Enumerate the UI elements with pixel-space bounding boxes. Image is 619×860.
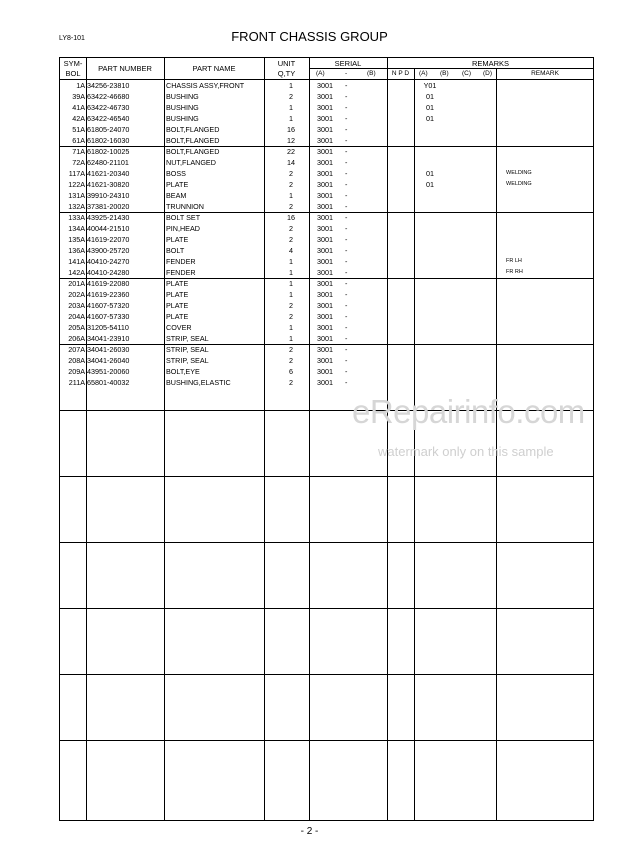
serial-start: 3001	[317, 334, 333, 343]
quantity: 2	[289, 92, 293, 101]
part-number: 40410-24280	[87, 268, 130, 277]
quantity: 2	[289, 312, 293, 321]
table-row	[60, 267, 595, 278]
table-row	[60, 124, 595, 135]
symbol: 41A	[72, 103, 85, 112]
part-number: 37381-20020	[87, 202, 130, 211]
quantity: 2	[289, 345, 293, 354]
serial-dash: -	[345, 158, 348, 167]
serial-start: 3001	[317, 169, 333, 178]
remarks-code: 01	[426, 180, 434, 189]
part-name: PIN,HEAD	[166, 224, 200, 233]
symbol: 208A	[68, 356, 85, 365]
part-number: 39910-24310	[87, 191, 130, 200]
part-number: 41619-22070	[87, 235, 130, 244]
header-part-name: PART NAME	[192, 64, 236, 73]
part-number: 63422-46730	[87, 103, 130, 112]
serial-dash: -	[345, 191, 348, 200]
quantity: 1	[289, 191, 293, 200]
quantity: 12	[287, 136, 295, 145]
serial-start: 3001	[317, 202, 333, 211]
serial-dash: -	[345, 169, 348, 178]
part-name: CHASSIS ASSY,FRONT	[166, 81, 245, 90]
quantity: 14	[287, 158, 295, 167]
header-line	[387, 68, 594, 69]
part-name: BUSHING	[166, 92, 199, 101]
quantity: 2	[289, 169, 293, 178]
serial-dash: -	[345, 378, 348, 387]
quantity: 2	[289, 235, 293, 244]
serial-start: 3001	[317, 125, 333, 134]
symbol: 136A	[68, 246, 85, 255]
quantity: 6	[289, 367, 293, 376]
header-symbol-2: BOL	[65, 69, 81, 78]
quantity: 1	[289, 81, 293, 90]
serial-dash: -	[345, 81, 348, 90]
serial-dash: -	[345, 235, 348, 244]
symbol: 71A	[72, 147, 85, 156]
table-row	[60, 300, 595, 311]
quantity: 1	[289, 114, 293, 123]
serial-dash: -	[345, 323, 348, 332]
part-number: 41621-20340	[87, 169, 130, 178]
page-number: - 2 -	[300, 826, 319, 837]
part-number: 34041-23910	[87, 334, 130, 343]
symbol: 201A	[68, 279, 85, 288]
serial-dash: -	[345, 301, 348, 310]
quantity: 22	[287, 147, 295, 156]
table-row	[60, 102, 595, 113]
serial-start: 3001	[317, 158, 333, 167]
table-row	[60, 157, 595, 168]
part-name: PLATE	[166, 279, 189, 288]
part-number: 61802-10025	[87, 147, 130, 156]
serial-start: 3001	[317, 301, 333, 310]
group-line	[60, 740, 594, 741]
part-number: 34041-26040	[87, 356, 130, 365]
part-number: 43951-20060	[87, 367, 130, 376]
part-number: 41619-22360	[87, 290, 130, 299]
serial-start: 3001	[317, 246, 333, 255]
table-row	[60, 113, 595, 124]
table-row	[60, 377, 595, 388]
symbol: 131A	[68, 191, 85, 200]
serial-start: 3001	[317, 345, 333, 354]
header-line	[309, 68, 387, 69]
table-row	[60, 146, 595, 157]
part-name: FENDER	[166, 257, 196, 266]
header-symbol: SYM-	[63, 59, 83, 68]
part-number: 40410-24270	[87, 257, 130, 266]
symbol: 132A	[68, 202, 85, 211]
serial-dash: -	[345, 114, 348, 123]
serial-dash: -	[345, 312, 348, 321]
remark: WELDING	[506, 181, 532, 187]
part-name: BUSHING	[166, 103, 199, 112]
quantity: 4	[289, 246, 293, 255]
part-number: 62480-21101	[87, 158, 129, 167]
part-number: 63422-46540	[87, 114, 130, 123]
serial-dash: -	[345, 147, 348, 156]
part-name: TRUNNION	[166, 202, 204, 211]
part-name: BOLT,FLANGED	[166, 125, 220, 134]
part-number: 41621-30820	[87, 180, 130, 189]
quantity: 16	[287, 213, 295, 222]
part-number: 65801-40032	[87, 378, 130, 387]
part-name: STRIP, SEAL	[166, 334, 209, 343]
part-name: COVER	[166, 323, 192, 332]
symbol: 39A	[72, 92, 85, 101]
symbol: 134A	[68, 224, 85, 233]
part-name: BOLT,FLANGED	[166, 147, 220, 156]
serial-start: 3001	[317, 114, 333, 123]
symbol: 61A	[72, 136, 85, 145]
serial-start: 3001	[317, 235, 333, 244]
table-row	[60, 80, 595, 91]
serial-dash: -	[345, 224, 348, 233]
remarks-code: 01	[426, 169, 434, 178]
serial-start: 3001	[317, 103, 333, 112]
part-name: BOSS	[166, 169, 186, 178]
symbol: 141A	[68, 257, 85, 266]
part-number: 40044-21510	[87, 224, 130, 233]
part-name: BEAM	[166, 191, 187, 200]
serial-dash: -	[345, 356, 348, 365]
table-row	[60, 344, 595, 355]
serial-start: 3001	[317, 136, 333, 145]
table-row	[60, 322, 595, 333]
quantity: 1	[289, 268, 293, 277]
header-serial-b: (B)	[367, 70, 376, 77]
symbol: 202A	[68, 290, 85, 299]
group-line	[60, 542, 594, 543]
table-row	[60, 278, 595, 289]
symbol: 51A	[72, 125, 85, 134]
header-qty: Q,TY	[277, 69, 296, 78]
table-row	[60, 201, 595, 212]
table-row	[60, 366, 595, 377]
symbol: 207A	[68, 345, 85, 354]
header-remarks-d: (D)	[483, 70, 493, 77]
table-row	[60, 289, 595, 300]
remarks-code: Y01	[423, 81, 437, 90]
part-name: STRIP, SEAL	[166, 356, 209, 365]
part-name: BUSHING	[166, 114, 199, 123]
quantity: 2	[289, 202, 293, 211]
serial-start: 3001	[317, 213, 333, 222]
table-row	[60, 223, 595, 234]
table-row	[60, 355, 595, 366]
quantity: 1	[289, 103, 293, 112]
group-line	[60, 476, 594, 477]
part-number: 41607-57330	[87, 312, 130, 321]
serial-start: 3001	[317, 81, 333, 90]
serial-dash: -	[345, 279, 348, 288]
remark: FR RH	[506, 269, 523, 275]
symbol: 206A	[68, 334, 85, 343]
serial-dash: -	[345, 125, 348, 134]
serial-start: 3001	[317, 257, 333, 266]
remarks-code: 01	[426, 92, 434, 101]
serial-dash: -	[345, 246, 348, 255]
table-row	[60, 212, 595, 223]
quantity: 2	[289, 180, 293, 189]
symbol: 142A	[68, 268, 85, 277]
part-name: BOLT	[166, 246, 185, 255]
serial-dash: -	[345, 180, 348, 189]
header-part-number: PART NUMBER	[98, 64, 152, 73]
part-name: BOLT,EYE	[166, 367, 200, 376]
symbol: 117A	[68, 169, 85, 178]
symbol: 203A	[68, 301, 85, 310]
table-row	[60, 311, 595, 322]
part-name: NUT,FLANGED	[166, 158, 216, 167]
header-remarks-a: (A)	[419, 70, 428, 77]
quantity: 1	[289, 279, 293, 288]
serial-start: 3001	[317, 224, 333, 233]
table-row	[60, 91, 595, 102]
watermark-brand: eRepairinfo.com	[352, 393, 585, 430]
quantity: 16	[287, 125, 295, 134]
serial-dash: -	[345, 257, 348, 266]
quantity: 1	[289, 323, 293, 332]
header-remarks: REMARKS	[471, 59, 510, 68]
remark: WELDING	[506, 170, 532, 176]
part-number: 31205-54110	[87, 323, 129, 332]
part-number: 34041-26030	[87, 345, 130, 354]
table-row	[60, 234, 595, 245]
document-code: LY8-101	[59, 35, 85, 42]
part-number: 43900-25720	[87, 246, 130, 255]
symbol: 211A	[68, 378, 85, 387]
symbol: 135A	[68, 235, 85, 244]
serial-start: 3001	[317, 147, 333, 156]
table-row	[60, 135, 595, 146]
table-row	[60, 190, 595, 201]
header-remark: REMARK	[531, 70, 559, 77]
part-name: PLATE	[166, 301, 189, 310]
group-line	[60, 608, 594, 609]
symbol: 204A	[68, 312, 85, 321]
part-name: PLATE	[166, 180, 189, 189]
header-unit: UNIT	[277, 59, 296, 68]
serial-dash: -	[345, 290, 348, 299]
table-row	[60, 333, 595, 344]
serial-dash: -	[345, 202, 348, 211]
header-remarks-c: (C)	[462, 70, 472, 77]
quantity: 1	[289, 334, 293, 343]
table-row	[60, 168, 595, 179]
quantity: 2	[289, 378, 293, 387]
part-name: BOLT,FLANGED	[166, 136, 220, 145]
serial-dash: -	[345, 136, 348, 145]
serial-start: 3001	[317, 180, 333, 189]
symbol: 72A	[72, 158, 85, 167]
serial-start: 3001	[317, 290, 333, 299]
serial-start: 3001	[317, 92, 333, 101]
remarks-code: 01	[426, 114, 434, 123]
remarks-code: 01	[426, 103, 434, 112]
serial-start: 3001	[317, 378, 333, 387]
header-remarks-b: (B)	[440, 70, 449, 77]
watermark-note: watermark only on this sample	[378, 444, 554, 459]
remark: FR LH	[506, 258, 522, 264]
symbol: 133A	[68, 213, 85, 222]
quantity: 2	[289, 356, 293, 365]
serial-start: 3001	[317, 191, 333, 200]
part-number: 61805-24070	[87, 125, 130, 134]
part-name: STRIP, SEAL	[166, 345, 209, 354]
header-serial: SERIAL	[334, 59, 362, 68]
serial-start: 3001	[317, 268, 333, 277]
parts-table	[59, 57, 594, 821]
serial-dash: -	[345, 345, 348, 354]
symbol: 42A	[72, 114, 85, 123]
quantity: 1	[289, 257, 293, 266]
serial-start: 3001	[317, 356, 333, 365]
serial-start: 3001	[317, 312, 333, 321]
quantity: 2	[289, 301, 293, 310]
part-number: 43925-21430	[87, 213, 130, 222]
part-number: 41607-57320	[87, 301, 130, 310]
part-name: BOLT SET	[166, 213, 201, 222]
part-number: 61802-16030	[87, 136, 130, 145]
header-npd: N P D	[391, 70, 410, 77]
serial-dash: -	[345, 268, 348, 277]
part-number: 63422-46680	[87, 92, 130, 101]
part-name: PLATE	[166, 235, 189, 244]
table-row	[60, 179, 595, 190]
serial-start: 3001	[317, 367, 333, 376]
part-name: BUSHING,ELASTIC	[166, 378, 231, 387]
quantity: 2	[289, 224, 293, 233]
quantity: 1	[289, 290, 293, 299]
serial-dash: -	[345, 367, 348, 376]
page-title: FRONT CHASSIS GROUP	[231, 29, 388, 44]
serial-dash: -	[345, 92, 348, 101]
symbol: 122A	[68, 180, 85, 189]
part-name: PLATE	[166, 312, 189, 321]
serial-dash: -	[345, 213, 348, 222]
symbol: 205A	[68, 323, 85, 332]
serial-start: 3001	[317, 279, 333, 288]
part-number: 41619-22080	[87, 279, 130, 288]
symbol: 209A	[68, 367, 85, 376]
table-row	[60, 245, 595, 256]
part-name: PLATE	[166, 290, 189, 299]
header-serial-a: (A)	[316, 70, 325, 77]
serial-dash: -	[345, 103, 348, 112]
group-line	[60, 674, 594, 675]
serial-start: 3001	[317, 323, 333, 332]
header-serial-dash: -	[345, 70, 348, 77]
part-number: 34256-23810	[87, 81, 130, 90]
table-row	[60, 256, 595, 267]
part-name: FENDER	[166, 268, 196, 277]
serial-dash: -	[345, 334, 348, 343]
symbol: 1A	[76, 81, 85, 90]
